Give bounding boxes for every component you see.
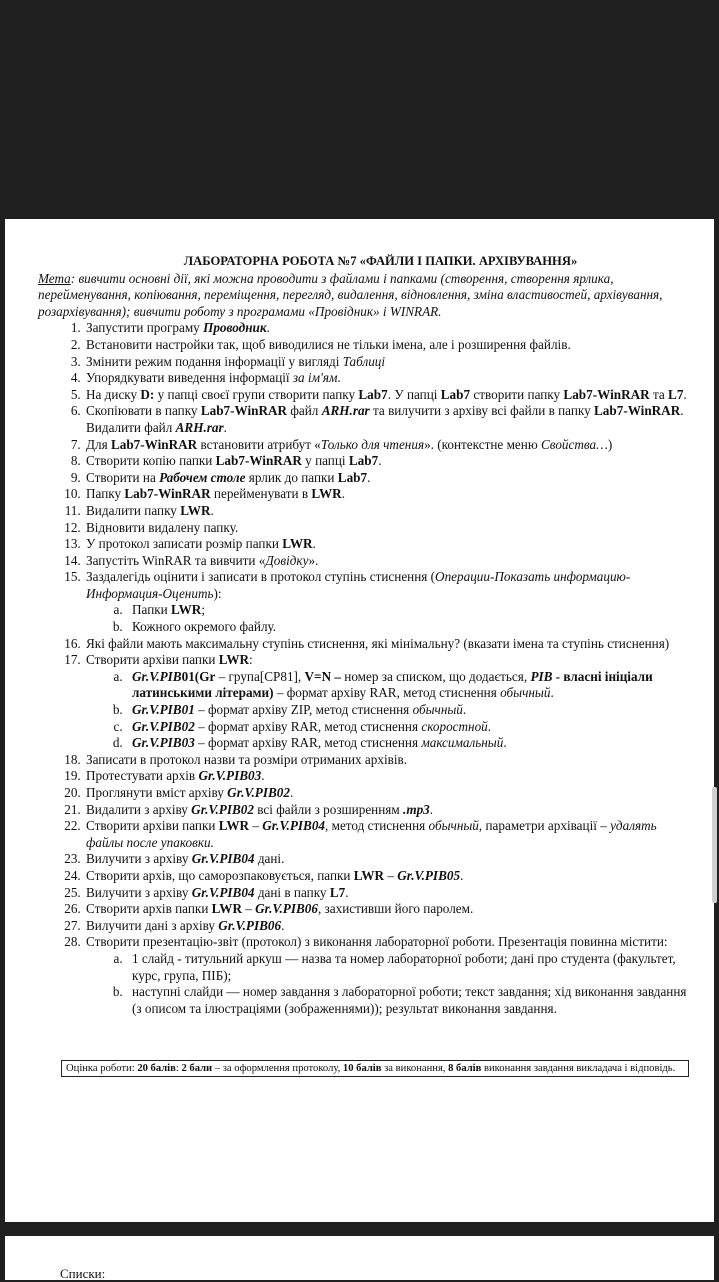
text-run: обычный	[412, 702, 463, 718]
text-run: та	[649, 386, 669, 402]
text-run: за ім'ям	[292, 370, 338, 386]
text-run: .	[337, 370, 341, 386]
text-run: Створити архів папки	[86, 901, 212, 917]
text-run: файл	[287, 403, 322, 419]
text-run: ):	[213, 585, 222, 601]
text-run: –	[249, 818, 263, 834]
text-run: Упорядкувати виведення інформації	[86, 370, 293, 386]
text-run: – за оформлення протоколу,	[212, 1063, 343, 1074]
text-run: .	[462, 702, 467, 718]
text-run: Скопіювати в папку	[86, 403, 201, 419]
text-run: – формат архіву RAR, метод стиснення	[273, 685, 501, 701]
text-run: максимальный	[421, 735, 504, 751]
text-run: D:	[140, 386, 155, 402]
text-run: Gr.V.PIB03	[132, 735, 195, 751]
text-run: Gr.V.PIB01	[132, 702, 195, 718]
subtask-list	[86, 602, 693, 635]
text-run: )	[607, 436, 613, 452]
task-item-10	[84, 486, 693, 503]
subtask-item	[126, 619, 693, 636]
text-run: , метод стиснення	[325, 818, 429, 834]
document-title: ЛАБОРАТОРНА РОБОТА №7 «ФАЙЛИ І ПАПКИ. АРХІВУВАННЯ»	[183, 254, 578, 268]
subtask-item	[126, 702, 693, 719]
text-run: Lab7-WinRAR	[110, 436, 198, 452]
text-run: Папки	[132, 602, 172, 618]
text-run: .	[487, 718, 492, 734]
text-run: Lab7-WinRAR	[594, 403, 681, 419]
text-run: – група[CP81],	[215, 668, 305, 684]
text-run: Только для чтения	[320, 436, 425, 452]
text-run: Gr.V.PIB06	[255, 901, 318, 917]
text-run: .	[429, 801, 434, 817]
text-run: ;	[201, 602, 205, 618]
task-item-6	[84, 403, 693, 436]
text-run: .	[266, 320, 270, 336]
text-run: .	[503, 735, 507, 751]
text-run: .	[460, 867, 464, 883]
task-item-28	[84, 934, 693, 1017]
text-run: Проглянути вміст архіву	[86, 785, 228, 800]
text-run: Gr.V.PIB02	[191, 801, 254, 817]
text-run: Lab7-WinRAR	[563, 386, 650, 402]
text-run: у папці своєї групи створити папку	[154, 386, 359, 402]
text-run: Gr.V.PIB05	[397, 867, 461, 883]
subtask-list	[86, 951, 693, 1017]
task-item-21	[84, 802, 693, 819]
text-run: Відновити видалену папку.	[86, 519, 239, 535]
text-run: .mp3	[403, 801, 430, 817]
task-item-22	[84, 818, 693, 851]
task-item-1	[84, 320, 693, 337]
text-run: 01(Gr	[181, 668, 216, 684]
text-run: Lab7	[358, 386, 388, 402]
text-run: L7	[668, 386, 684, 402]
text-run: ARH.rar	[321, 403, 370, 419]
document-page	[5, 219, 714, 1222]
text-run: Створити на	[86, 469, 160, 485]
text-run: Lab7-WinRAR	[215, 453, 302, 469]
text-run: .	[378, 453, 382, 469]
text-run: –	[241, 901, 256, 917]
text-run: дані в папку	[254, 884, 330, 900]
task-item-2	[84, 337, 693, 354]
text-run: .	[281, 917, 285, 933]
text-run: Створити презентацію-звіт (протокол) з виконання лабораторної роботи. Презентація повинна містити:	[86, 934, 668, 950]
text-run: Gr.V.PIB06	[218, 917, 282, 933]
text-run: Довідку	[265, 552, 309, 568]
text-run: Gr.V.PIB02	[132, 718, 195, 734]
text-run: LWR	[180, 502, 211, 518]
text-run: власні ініціали латинськими літерами)	[132, 668, 653, 701]
text-run: .	[367, 469, 371, 485]
text-run: Оцінка роботи:	[66, 1063, 138, 1074]
text-run: Таблиці	[342, 353, 386, 369]
text-run: –	[384, 867, 398, 883]
text-run: ». (контекстне меню	[424, 436, 541, 452]
text-run: :	[249, 652, 253, 668]
text-run: ARH.rar	[175, 419, 224, 435]
task-item-5	[84, 387, 693, 404]
text-run: .	[550, 685, 554, 701]
subtask-list	[86, 669, 693, 752]
top-dark-bar	[0, 0, 719, 218]
text-run: Lab7	[348, 453, 379, 469]
text-run: – формат архіву ZIP, метод стиснення	[194, 702, 413, 718]
task-item-27	[84, 918, 693, 935]
text-run: V=N –	[304, 668, 341, 684]
text-run: – формат архіву RAR, метод стиснення	[194, 735, 422, 751]
task-item-14	[84, 553, 693, 570]
text-run: встановити атрибут «	[197, 436, 321, 452]
text-run: ярлик до папки	[245, 469, 338, 485]
task-item-26	[84, 901, 693, 918]
text-run: .	[312, 536, 316, 552]
text-run: обычный	[428, 818, 479, 834]
text-run: Видалити папку	[86, 502, 181, 518]
subtask-item	[126, 735, 693, 752]
text-run: Які файли мають максимальну ступінь стиснення, які мінімальну? (вказати імена та ступінь стиснення)	[86, 635, 670, 651]
task-list	[38, 320, 693, 1017]
text-run: Lab7	[440, 386, 471, 402]
text-run: Проводник	[203, 320, 267, 336]
text-run: створити папку	[470, 386, 564, 402]
text-run: Вилучити дані з архіву	[86, 917, 219, 933]
text-run: наступні слайди — номер завдання з лабораторної роботи; текст завдання; хід виконання завдання (з описом та ілюстраціями (зображеннями)); результат виконання завдання.	[132, 984, 687, 1016]
task-item-16	[84, 636, 693, 653]
text-run: Заздалегідь оцінити і записати в протокол ступінь стиснення (	[86, 569, 436, 585]
scrollbar[interactable]	[712, 787, 717, 903]
text-run: Вилучити з архіву	[86, 851, 192, 867]
text-run: Lab7-WinRAR	[200, 403, 288, 419]
text-run: за виконання,	[381, 1063, 449, 1074]
text-run: Встановити настройки так, щоб виводилися не тільки імена, але і розширення файлів.	[86, 336, 571, 352]
task-item-3	[84, 354, 693, 371]
text-run: Операции-Показать информацию-Информация-Оценить	[86, 569, 631, 601]
text-run: ».	[308, 552, 319, 568]
text-run: Вилучити з архіву	[86, 884, 192, 900]
text-run: Створити архіви папки	[86, 652, 219, 668]
subtask-item	[126, 984, 693, 1017]
text-run: LWR	[171, 602, 202, 618]
text-run: скоростной	[421, 718, 488, 734]
text-run: . Видалити файл	[86, 403, 684, 435]
task-item-18	[84, 752, 693, 769]
text-run: Gr.V.PIB03	[198, 768, 262, 784]
subtask-item	[126, 951, 693, 984]
task-item-19	[84, 768, 693, 785]
text-run: 1 слайд - титульний аркуш — назва та номер лабораторної роботи; дані про студента (факультет, курс, група, ПІБ);	[132, 950, 676, 983]
document-content	[38, 253, 693, 1017]
text-run: На диску	[86, 386, 141, 402]
task-item-23	[84, 851, 693, 868]
text-run: У протокол записати розмір папки	[86, 536, 283, 552]
text-run: Записати в протокол назви та розміри отриманих архівів.	[86, 751, 408, 767]
task-item-8	[84, 453, 693, 470]
text-run: .	[210, 502, 214, 518]
text-run: Створити архів, що саморозпаковується, папки	[86, 867, 354, 883]
goal-label: Мета	[38, 270, 71, 286]
task-item-9	[84, 470, 693, 487]
grading-note	[61, 1060, 689, 1077]
text-run: .	[341, 486, 345, 502]
text-run: 20 балів	[137, 1063, 176, 1074]
text-run: LWR	[353, 867, 385, 883]
task-item-15	[84, 569, 693, 635]
text-run: LWR	[218, 652, 250, 668]
text-run: Протестувати архів	[86, 768, 199, 784]
text-run: дані.	[254, 851, 285, 867]
next-page-label: Списки:	[60, 1266, 106, 1281]
text-run: Створити архіви папки	[86, 818, 219, 834]
task-item-7	[84, 437, 693, 454]
text-run: Gr.V.PIB04	[191, 851, 255, 867]
text-run: та вилучити з архіву всі файли в папку	[369, 403, 594, 419]
text-run: Gr.V.PIB04	[262, 818, 326, 834]
text-run: Кожного окремого файлу.	[132, 619, 277, 635]
text-run: Запустити програму	[86, 320, 204, 336]
text-run: Створити копію папки	[86, 453, 216, 469]
text-run: Gr.V.PIB04	[191, 884, 255, 900]
text-run: Lab7	[337, 469, 368, 485]
page-gap	[0, 1222, 719, 1236]
task-item-20	[84, 785, 693, 802]
text-run: Запустіть WinRAR та вивчити «	[86, 552, 266, 568]
text-run: Gr.V.PIB02	[227, 785, 290, 800]
text-run: 8 балів	[448, 1063, 482, 1074]
task-item-24	[84, 868, 693, 885]
text-run: номер за списком, що додається,	[340, 668, 531, 684]
subtask-item	[126, 719, 693, 736]
task-item-13	[84, 536, 693, 553]
text-run: LWR	[211, 901, 242, 917]
text-run: удалять файлы после упаковки.	[86, 818, 657, 850]
task-item-25	[84, 885, 693, 902]
subtask-item	[126, 602, 693, 619]
text-run: – формат архіву RAR, метод стиснення	[194, 718, 422, 734]
task-item-4	[84, 370, 693, 387]
text-run: . У папці	[387, 386, 441, 402]
text-run: LWR	[218, 818, 250, 834]
text-run: .	[683, 386, 687, 402]
text-run: PIB -	[530, 668, 561, 684]
text-run: Папку	[86, 486, 125, 502]
text-run: :	[175, 1063, 182, 1074]
text-run: , параметри архівації –	[478, 818, 611, 834]
goal-text: : вивчити основні дії, які можна проводити з файлами і папками (створення, створення ярлика, перейменування, копіювання, переміщення, перегляд, видалення, відновлення, зміна властивостей, архівування, розархівування); вивчити роботу з програмами «Провідник» і WINRAR.	[38, 270, 663, 319]
text-run: Gr.V.PIB	[132, 668, 182, 684]
text-run: 10 балів	[342, 1063, 382, 1074]
task-item-17	[84, 652, 693, 752]
text-run: Змінити режим подання інформації у вигляді	[86, 353, 343, 369]
next-page	[5, 1236, 714, 1280]
text-run: перейменувати в	[210, 486, 312, 502]
text-run: у папці	[301, 453, 349, 469]
text-run: всі файли з розширенням	[253, 801, 404, 817]
text-run: Для	[86, 436, 111, 452]
text-run: .	[289, 785, 294, 800]
text-run: Рабочем столе	[159, 469, 246, 485]
subtask-item	[126, 669, 693, 702]
text-run: .	[261, 768, 265, 784]
task-item-12	[84, 520, 693, 537]
task-item-11	[84, 503, 693, 520]
text-run: обычный	[500, 685, 551, 701]
text-run: , захистивши його паролем.	[317, 901, 474, 917]
text-run: LWR	[282, 536, 313, 552]
text-run: .	[345, 884, 349, 900]
text-run: .	[223, 419, 227, 435]
text-run: Свойства…	[540, 436, 608, 452]
text-run: L7	[329, 884, 346, 900]
text-run: LWR	[311, 486, 342, 502]
text-run: Видалити з архіву	[86, 801, 192, 817]
goal-paragraph	[38, 271, 693, 321]
text-run: 2 бали	[181, 1063, 213, 1074]
text-run: Lab7-WinRAR	[124, 486, 211, 502]
text-run: виконання завдання викладача і відповідь.	[481, 1063, 676, 1074]
